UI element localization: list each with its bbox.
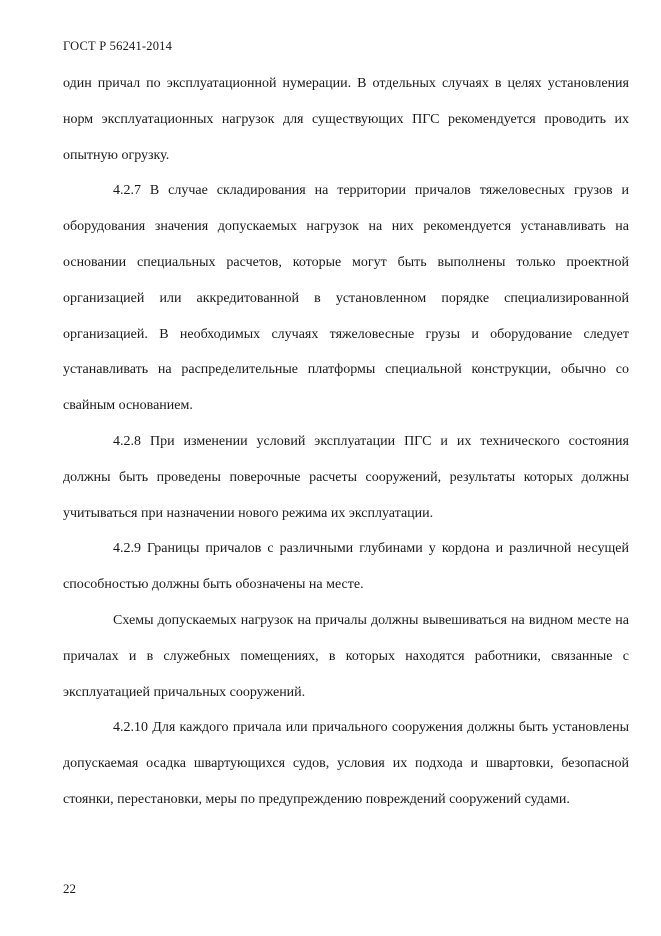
document-body <box>63 66 629 818</box>
paragraph-load-schemes: Схемы допускаемых нагрузок на причалы должны вывешиваться на видном месте на причалах и в служебных помещениях, в которых находятся работники, связанные с эксплуатацией причальных сооружений. <box>63 612 629 700</box>
paragraph-4-2-7: 4.2.7 В случае складирования на территории причалов тяжеловесных грузов и оборудования значения допускаемых нагрузок на них рекомендуется устанавливать на основании специальных расчетов, которые могут быть выполнены только проектной организацией или аккредитованной в установленном порядке специализированной организацией. В необходимых случаях тяжеловесные грузы и оборудование следует устанавливать на распределительные платформы специальной конструкции, обычно со свайным основанием. <box>63 183 629 414</box>
page-number: 22 <box>63 881 76 896</box>
paragraph-4-2-9: 4.2.9 Границы причалов с различными глубинами у кордона и различной несущей способностью должны быть обозначены на месте. <box>63 541 629 593</box>
paragraph-4-2-8: 4.2.8 При изменении условий эксплуатации ПГС и их технического состояния должны быть проведены поверочные расчеты сооружений, результаты которых должны учитываться при назначении нового режима их эксплуатации. <box>63 433 629 521</box>
paragraph-4-2-10: 4.2.10 Для каждого причала или причального сооружения должны быть установлены допускаемая осадка швартующихся судов, условия их подхода и швартовки, безопасной стоянки, перестановки, меры по предупреждению повреждений сооружений судами. <box>63 720 629 807</box>
paragraph-continuation: один причал по эксплуатационной нумерации. В отдельных случаях в целях установления норм эксплуатационных нагрузок для существующих ПГС рекомендуется проводить их опытную огрузку. <box>63 76 629 163</box>
document-header: ГОСТ Р 56241-2014 <box>63 39 173 53</box>
